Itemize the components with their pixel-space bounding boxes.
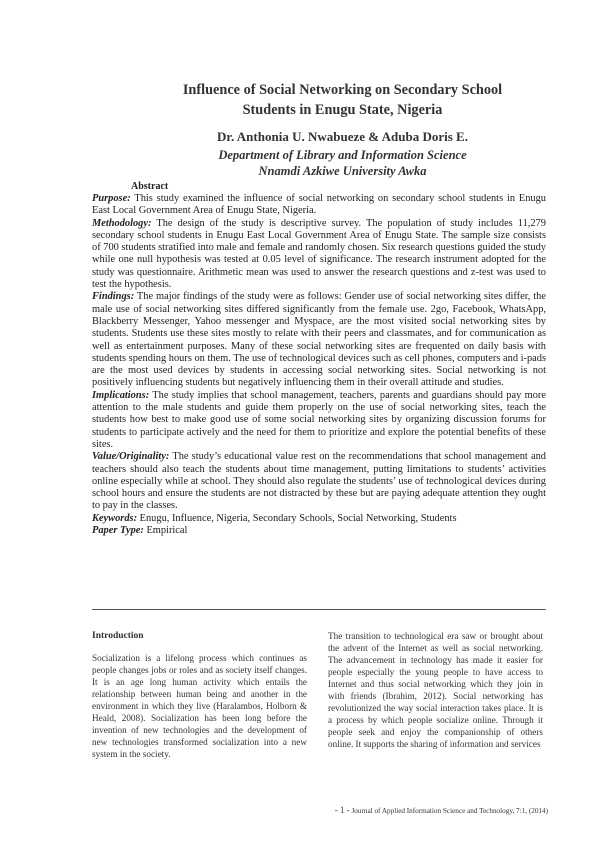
abstract-value (92, 451, 546, 512)
introduction-heading: Introduction (92, 631, 144, 641)
methodology-text: The design of the study is descriptive survey. The population of study includes 11,279 secondary school students in Enugu East Local Government Area of Enugu State. The sample size consists of 700 students stratified into male and female and randomly chosen. Six research questions guided the study while one null hypothesis was tested at 0.05 level of significance. The research instrument adopted for the study was questionnaire. Arithmetic mean was used to answer the research questions and z-test was used to test the hypothesis. (92, 217, 546, 291)
right-column-paragraph: The transition to technological era saw or brought about the advent of the Internet as well as social networking. The advancement in technology has made it easier for people especially the young people to have access to Internet and thus social networking which they join in with friends (Ibrahim, 2012). Social networking has revolutionized the way social interaction takes place. It is a process by which people socialize online. Through it people seek and enjoy the companionship of others online. It supports the sharing of information and services (328, 631, 543, 749)
value-label: Value/Originality: (92, 451, 170, 463)
abstract-paper-type (92, 525, 546, 537)
paper-title (90, 80, 595, 120)
abstract-heading: Abstract (131, 181, 169, 192)
purpose-label: Purpose: (92, 193, 131, 204)
methodology-label: Methodology: (92, 217, 152, 229)
abstract-implications (92, 390, 546, 451)
title-line-1: Influence of Social Networking on Secondary School (182, 82, 503, 98)
introduction-paragraph: Socialization is a lifelong process which continues as people changes jobs or roles and as society itself changes. It is an age long human activity which entails the relationship between human being and another in the environment in which they live (Haralambos, Holborn & Heald, 2008). Socialization has been long before the invention of new technologies and the development of new technologies transformed socialization into a new system in the society. (92, 653, 307, 759)
abstract-methodology (92, 218, 546, 292)
keywords-label: Keywords: (92, 512, 138, 524)
abstract-purpose (92, 193, 546, 218)
abstract-findings (92, 291, 546, 389)
abstract-body (92, 193, 546, 537)
abstract-keywords (92, 513, 546, 525)
authors: Dr. Anthonia U. Nwabueze & Aduba Doris E. (217, 129, 468, 144)
right-column (328, 630, 543, 750)
journal-citation: Journal of Applied Information Science and Technology, 7:1, (2014) (351, 807, 548, 815)
title-line-2: Students in Enugu State, Nigeria (242, 102, 443, 118)
page-number: - 1 - (334, 805, 350, 815)
paper-type-label: Paper Type: (92, 525, 144, 537)
findings-text: The major findings of the study were as follows: Gender use of social networking sites differ, the male use of social networking sites differed significantly from the female use. 2go, Facebook, WhatsApp, Blackberry Messenger, Yahoo messenger and Myspace, are the most visited social networking sites by students. Students use these sites mostly to relate with their peers and classmates, and for communication as well as entertainment purposes. Many of these social networking sites are frequented on daily basis with students spending hours on them. The use of technological devices such as cell phones, computers and i-pads are the most used devices by students in accessing social networking sites. Social networking is not positively influencing students but negatively influencing them in their overall attitude and studies. (92, 291, 547, 389)
keywords-text: Enugu, Influence, Nigeria, Secondary Schools, Social Networking, Students (139, 512, 457, 524)
implications-label: Implications: (92, 389, 150, 401)
section-divider (92, 609, 546, 610)
implications-text: The study implies that school management, teachers, parents and guardians should pay more attention to the male students and guide them properly on the use of social networking sites, teach the students how best to make good use of some social networking sites by organizing discussion forums for students to participate actively and the need for them to prioritize and explore the potential benefits of these sites. (92, 389, 546, 450)
purpose-text: This study examined the influence of social networking on secondary school students in Enugu East Local Government Area of Enugu State, Nigeria. (92, 193, 546, 217)
left-column (92, 630, 307, 760)
page-footer (305, 805, 548, 815)
paper-type-text: Empirical (146, 525, 188, 537)
department: Department of Library and Information Science (218, 148, 467, 162)
university: Nnamdi Azkiwe University Awka (258, 164, 427, 178)
value-text: The study’s educational value rest on the recommendations that school management and teachers should also teach the students about time management, putting limitations to students’ activities online especially while at school. They should also regulate the students’ use of technological devices during school hours and ensure the students are not distracted by these but are paying adequate attention they ought to pay in the classes. (92, 451, 546, 512)
findings-label: Findings: (92, 291, 135, 303)
